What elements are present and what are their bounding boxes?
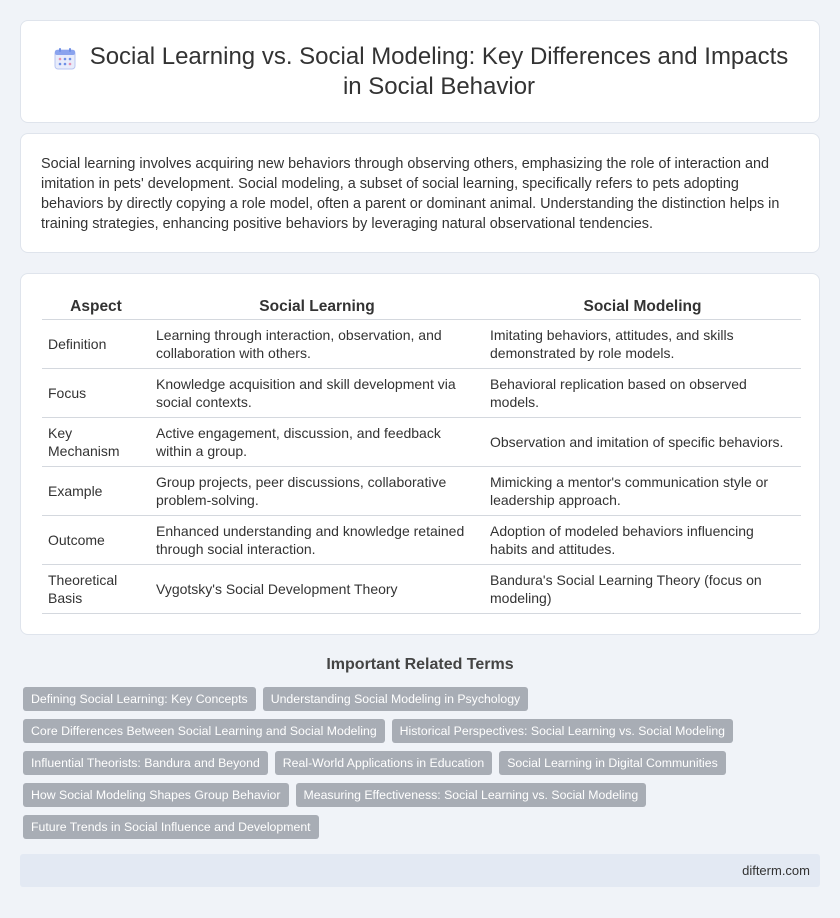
social-learning-cell: Active engagement, discussion, and feedback within a group. [150,417,484,466]
intro-card [20,133,820,253]
table-row [42,466,801,515]
tag-row [23,751,823,775]
page-title: Social Learning vs. Social Modeling: Key Differences and Impacts in Social Behavior [89,42,789,100]
header-social-modeling: Social Modeling [484,294,801,319]
tag-row [23,719,823,743]
related-term-tag[interactable]: Defining Social Learning: Key Concepts [23,687,256,711]
aspect-cell: Outcome [42,515,150,564]
header-aspect: Aspect [42,294,150,319]
related-term-tag[interactable]: Historical Perspectives: Social Learning vs. Social Modeling [392,719,733,743]
related-term-tag[interactable]: Measuring Effectiveness: Social Learning vs. Social Modeling [296,783,647,807]
table-row [42,319,801,368]
calendar-icon [53,47,77,71]
table-header-row [42,294,801,319]
aspect-cell: Definition [42,319,150,368]
tag-row [23,815,823,839]
social-learning-cell: Knowledge acquisition and skill development via social contexts. [150,368,484,417]
related-term-tag[interactable]: Influential Theorists: Bandura and Beyond [23,751,268,775]
social-modeling-cell: Imitating behaviors, attitudes, and skills demonstrated by role models. [484,319,801,368]
related-term-tag[interactable]: Future Trends in Social Influence and Development [23,815,319,839]
footer-site-name[interactable]: difterm.com [742,863,810,878]
social-modeling-cell: Observation and imitation of specific behaviors. [484,417,801,466]
social-modeling-cell: Bandura's Social Learning Theory (focus on modeling) [484,564,801,613]
table-row [42,368,801,417]
table-row [42,564,801,613]
related-term-tag[interactable]: Real-World Applications in Education [275,751,492,775]
related-term-tag[interactable]: Social Learning in Digital Communities [499,751,726,775]
aspect-cell: Example [42,466,150,515]
aspect-cell: Focus [42,368,150,417]
social-learning-cell: Enhanced understanding and knowledge retained through social interaction. [150,515,484,564]
header-card [20,20,820,123]
related-terms-list [23,687,823,847]
social-learning-cell: Learning through interaction, observation, and collaboration with others. [150,319,484,368]
comparison-table [42,294,801,614]
social-learning-cell: Group projects, peer discussions, collaborative problem-solving. [150,466,484,515]
footer-bar [20,854,820,887]
table-row [42,417,801,466]
social-modeling-cell: Behavioral replication based on observed models. [484,368,801,417]
related-term-tag[interactable]: Core Differences Between Social Learning and Social Modeling [23,719,385,743]
table-row [42,515,801,564]
tag-row [23,687,823,711]
intro-text: Social learning involves acquiring new behaviors through observing others, emphasizing the role of interaction and imitation in pets' development. Social modeling, a subset of social learning, specifically refers to pets adopting behaviors by directly copying a role model, often a parent or dominant animal. Understanding the distinction helps in training strategies, enhancing positive behaviors by leveraging natural observational tendencies. [41,156,780,232]
header-social-learning: Social Learning [150,294,484,319]
social-modeling-cell: Mimicking a mentor's communication style or leadership approach. [484,466,801,515]
related-term-tag[interactable]: Understanding Social Modeling in Psychology [263,687,529,711]
comparison-card [20,273,820,635]
aspect-cell: Theoretical Basis [42,564,150,613]
social-modeling-cell: Adoption of modeled behaviors influencing habits and attitudes. [484,515,801,564]
tag-row [23,783,823,807]
related-term-tag[interactable]: How Social Modeling Shapes Group Behavior [23,783,289,807]
related-terms-title: Important Related Terms [326,656,514,673]
social-learning-cell: Vygotsky's Social Development Theory [150,564,484,613]
aspect-cell: Key Mechanism [42,417,150,466]
